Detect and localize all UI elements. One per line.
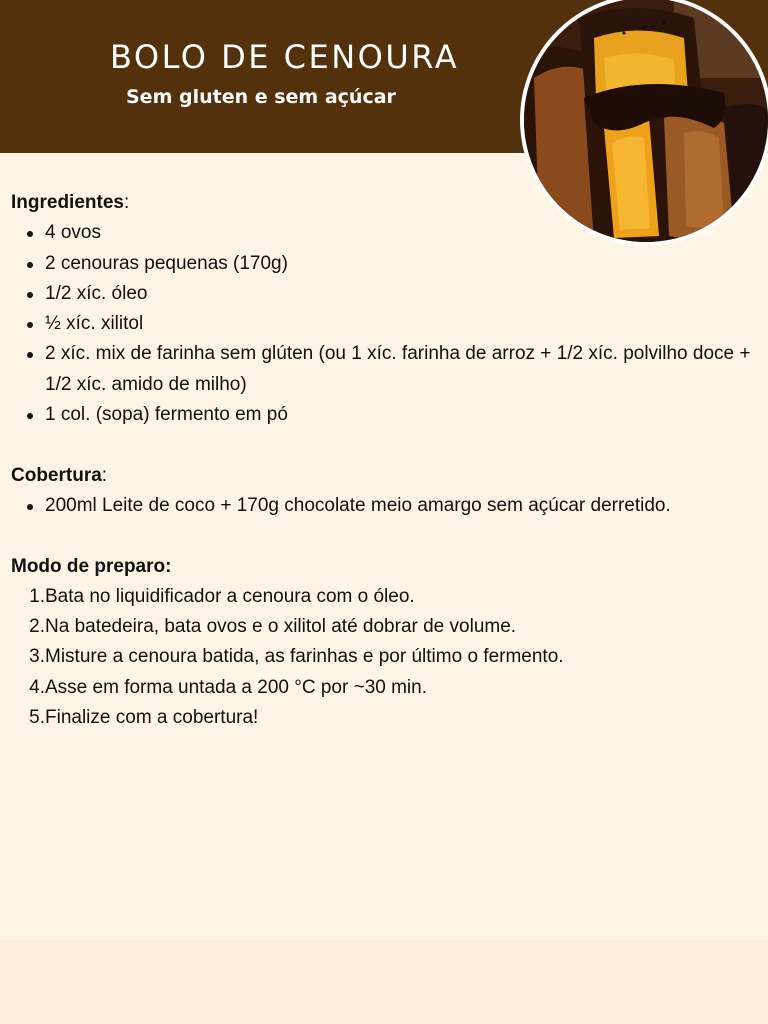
step-item: 3. Misture a cenoura batida, as farinhas e por último o fermento. — [29, 646, 564, 668]
list-item: 1 col. (sopa) fermento em pó — [11, 400, 751, 430]
method-steps — [11, 582, 751, 733]
recipe-subtitle: Sem gluten e sem açúcar — [126, 86, 396, 108]
recipe-title: BOLO DE CENOURA — [110, 38, 460, 76]
list-item: 4 ovos — [11, 218, 751, 248]
list-item: ½ xíc. xilitol — [11, 309, 751, 339]
section-spacer — [11, 521, 751, 551]
section-spacer — [11, 430, 751, 460]
step-item: 5. Finalize com a cobertura! — [29, 707, 259, 729]
list-item: 2 xíc. mix de farinha sem glúten (ou 1 xíc. farinha de arroz + 1/2 xíc. polvilho doce + 1/2 xíc. amido de milho) — [11, 339, 751, 400]
step-item: 4. Asse em forma untada a 200 °C por ~30 min. — [29, 676, 427, 698]
method-heading: Modo de preparo: — [11, 555, 172, 577]
step-item: 1. Bata no liquidificador a cenoura com o óleo. — [29, 585, 415, 607]
list-item: 200ml Leite de coco + 170g chocolate meio amargo sem açúcar derretido. — [11, 491, 751, 521]
ingredients-heading: Ingredientes: — [11, 192, 130, 213]
recipe-content — [11, 188, 751, 733]
list-item: 2 cenouras pequenas (170g) — [11, 249, 751, 279]
step-item: 2. Na batedeira, bata ovos e o xilitol até dobrar de volume. — [29, 616, 517, 638]
topping-list — [11, 491, 751, 521]
footer-band — [0, 940, 768, 1024]
ingredients-list — [11, 218, 751, 430]
list-item: 1/2 xíc. óleo — [11, 279, 751, 309]
topping-heading: Cobertura: — [11, 464, 108, 486]
